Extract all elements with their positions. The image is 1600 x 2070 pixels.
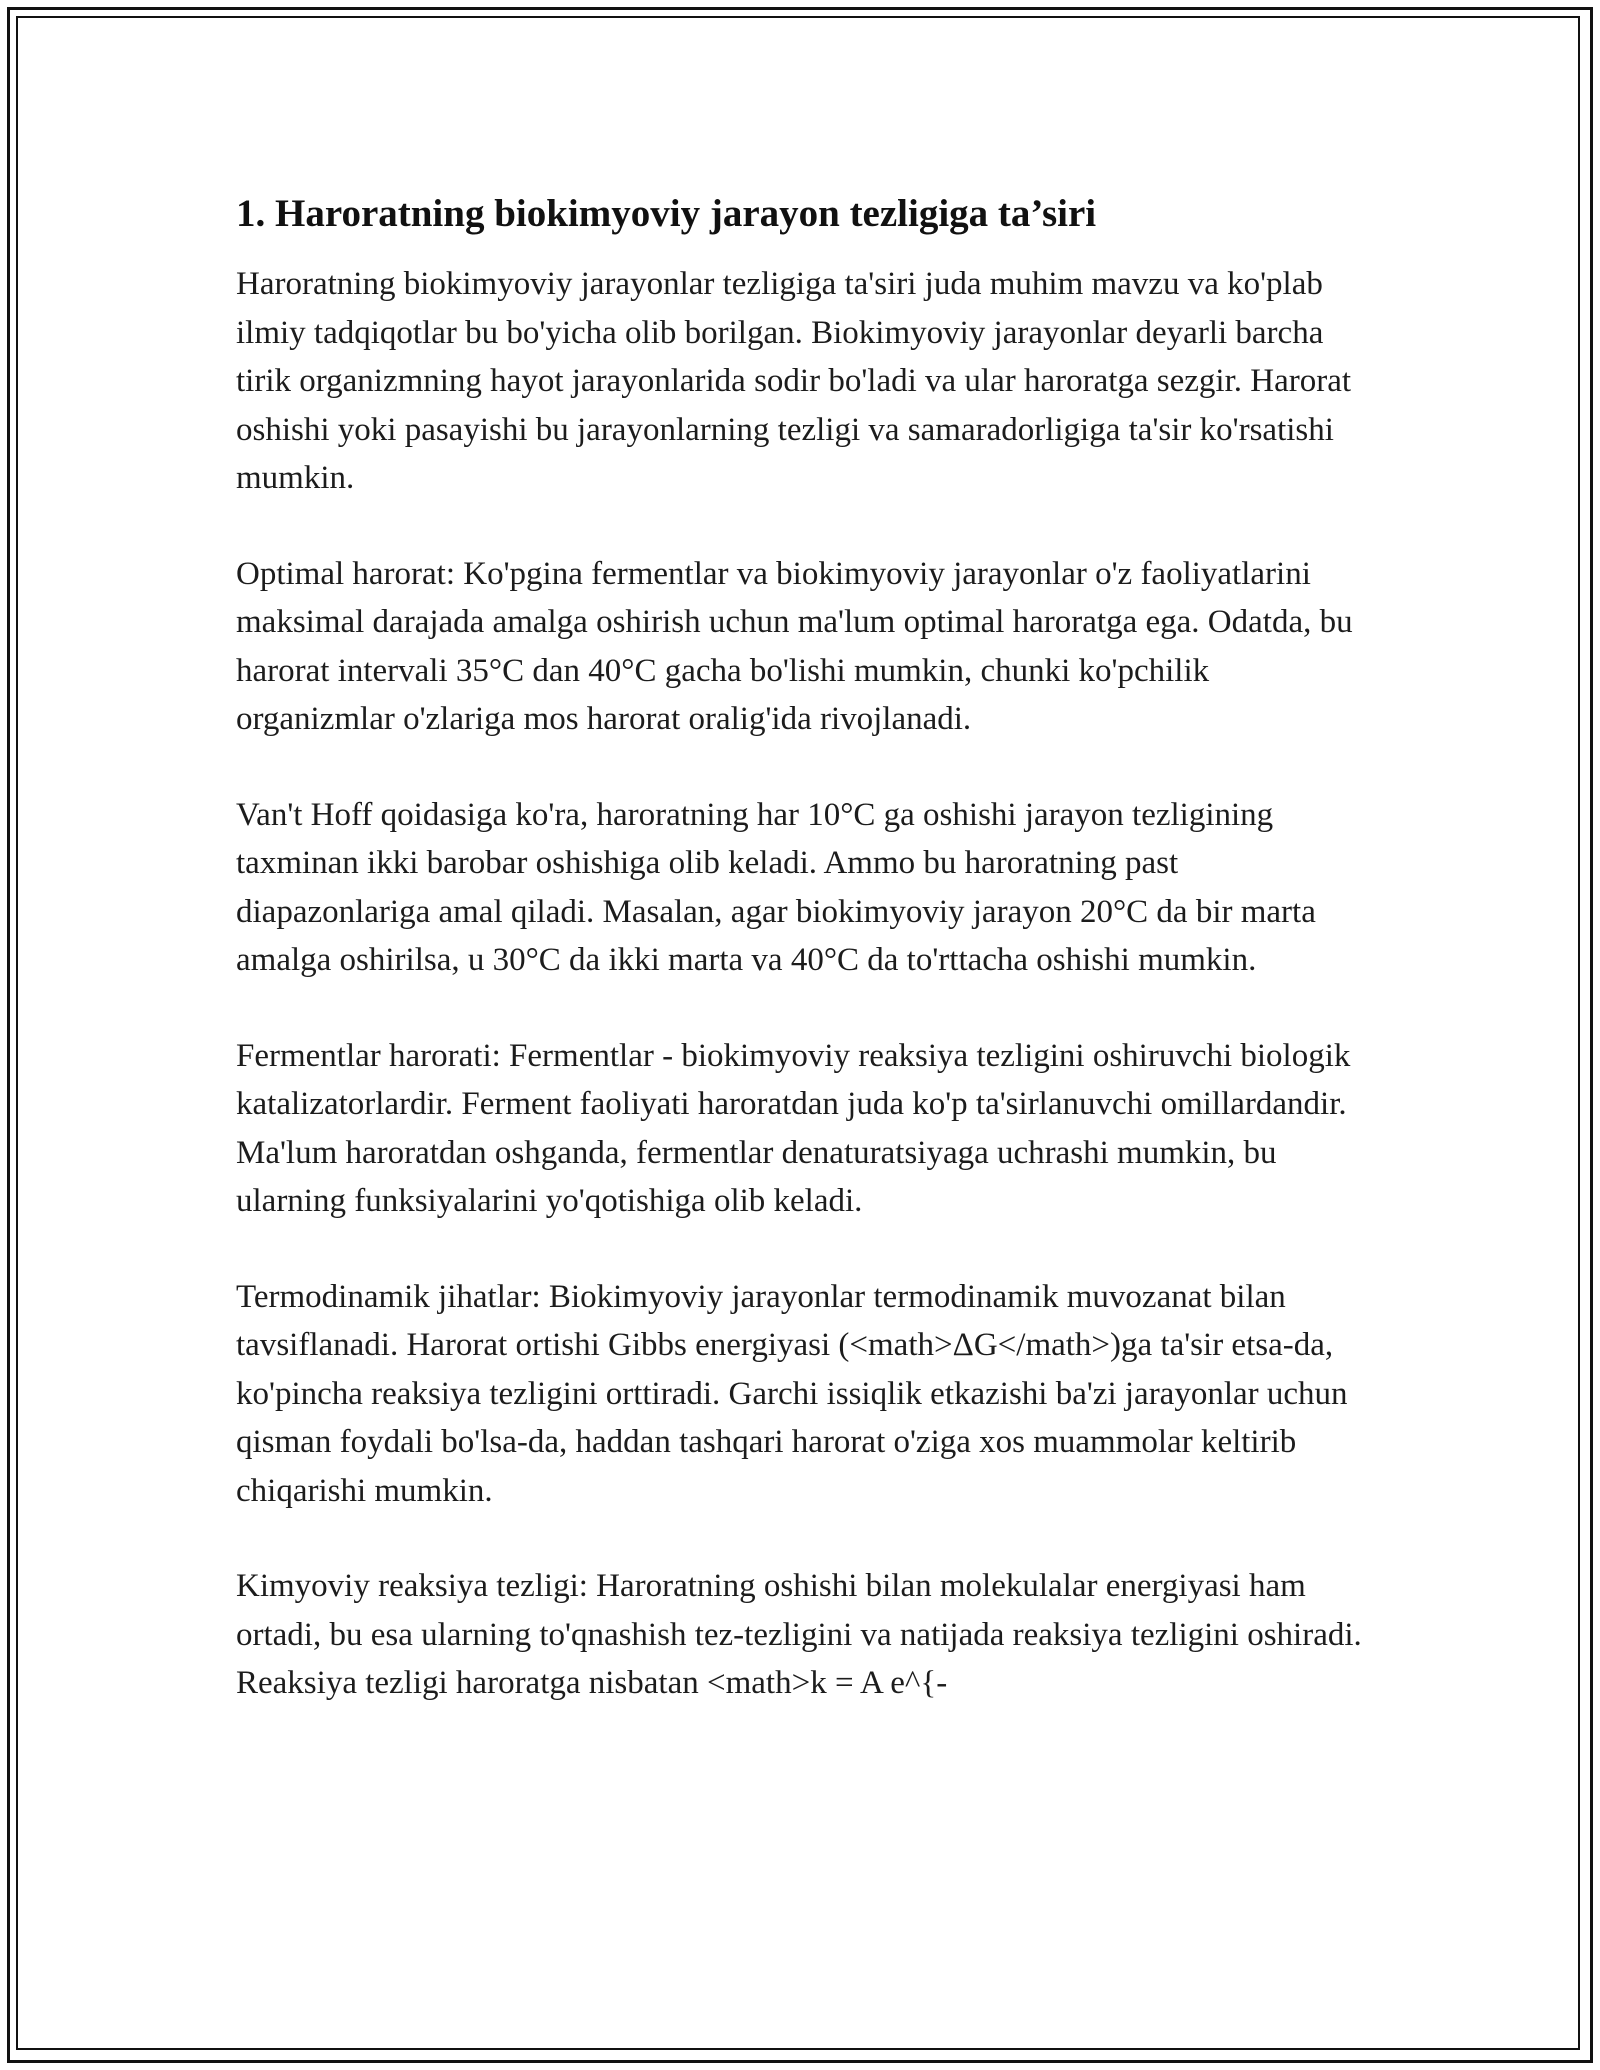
paragraph-thermodynamics: Termodinamik jihatlar: Biokimyoviy jarayonlar termodinamik muvozanat bilan tavsiflanadi. Harorat ortishi Gibbs energiyasi (<math>ΔG</math>)ga ta'sir etsa-da, ko'pincha reaksiya tezligini orttiradi. Garchi issiqlik etkazishi ba'zi jarayonlar uchun qisman foydali bo'lsa-da, haddan tashqari harorat o'ziga xos muammolar keltirib chiqarishi mumkin. (236, 1278, 1348, 1509)
section-heading: 1. Haroratning biokimyoviy jarayon tezligiga ta’siri (236, 192, 1097, 235)
paragraph-enzyme-temperature: Fermentlar harorati: Fermentlar - biokimyoviy reaksiya tezligini oshiruvchi biologik katalizatorlardir. Ferment faoliyati haroratdan juda ko'p ta'sirlanuvchi omillardandir. Ma'lum haroratdan oshganda, fermentlar denaturatsiyaga uchrashi mumkin, bu ularning funksiyalarini yo'qotishiga olib keladi. (236, 1037, 1351, 1219)
paragraph-intro: Haroratning biokimyoviy jarayonlar tezligiga ta'siri juda muhim mavzu va ko'plab ilmiy tadqiqotlar bu bo'yicha olib borilgan. Biokimyoviy jarayonlar deyarli barcha tirik organizmning hayot jarayonlarida sodir bo'ladi va ular haroratga sezgir. Harorat oshishi yoki pasayishi bu jarayonlarning tezligi va samaradorligiga ta'sir ko'rsatishi mumkin. (236, 266, 1352, 496)
paragraph-vant-hoff: Van't Hoff qoidasiga ko'ra, haroratning har 10°C ga oshishi jarayon tezligining taxminan ikki barobar oshishiga olib keladi. Ammo bu haroratning past diapazonlariga amal qiladi. Masalan, agar biokimyoviy jarayon 20°C da bir marta amalga oshirilsa, u 30°C da ikki marta va 40°C da to'rttacha oshishi mumkin. (236, 796, 1316, 978)
paragraph-reaction-rate: Kimyoviy reaksiya tezligi: Haroratning oshishi bilan molekulalar energiyasi ham ortadi, bu esa ularning to'qnashish tez-tezligini va natijada reaksiya tezligini oshiradi. Reaksiya tezligi haroratga nisbatan <math>k = A e^{- (236, 1568, 1362, 1701)
paragraph-optimal-temperature: Optimal harorat: Ko'pgina fermentlar va biokimyoviy jarayonlar o'z faoliyatlarini maksimal darajada amalga oshirish uchun ma'lum optimal haroratga ega. Odatda, bu harorat intervali 35°C dan 40°C gacha bo'lishi mumkin, chunki ko'pchilik organizmlar o'zlariga mos harorat oralig'ida rivojlanadi. (236, 555, 1353, 737)
document-body (236, 190, 1376, 1708)
